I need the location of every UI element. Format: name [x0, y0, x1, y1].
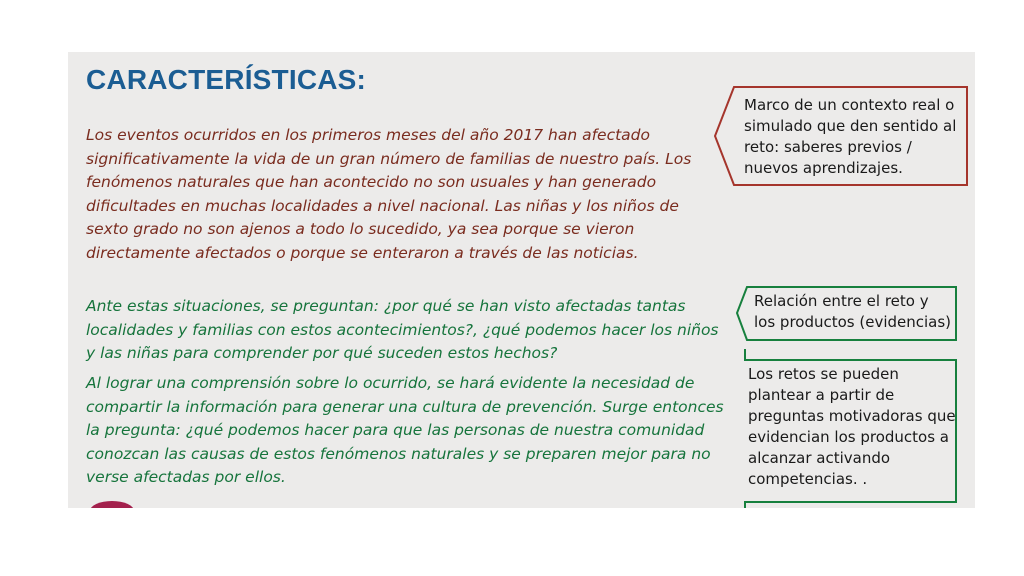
challenge-paragraph: Al lograr una comprensión sobre lo ocurrido, se hará evidente la necesidad de compartir la información para generar una cultura de prevención. Surge entonces la pregunta: ¿qué podemos hacer para que las personas de nuestra comunidad conozcan las causas de estos fenómenos naturales y se preparen mejor para no verse afectadas por ellos. — [86, 374, 724, 486]
questions-paragraph: Ante estas situaciones, se preguntan: ¿por qué se han visto afectadas tantas localidades y familias con estos acontecimientos?, ¿qué podemos hacer los niños y las niñas para comprender por qué suceden estos hechos? — [86, 297, 719, 362]
relation-callout — [736, 286, 958, 342]
context-callout-text: Marco de un contexto real o simulado que den sentido al reto: saberes previos / nuevos aprendizajes. — [744, 96, 957, 177]
relation-callout-text: Relación entre el reto y los productos (evidencias) — [754, 292, 952, 331]
questions-callout — [744, 348, 966, 508]
slide-title: CARACTERÍSTICAS: — [86, 64, 367, 95]
context-callout — [714, 86, 969, 186]
decorative-shape — [90, 501, 134, 508]
questions-callout-text: Los retos se pueden plantear a partir de preguntas motivadoras que evidencian los productos a alcanzar activando competencias. . — [748, 365, 956, 488]
context-paragraph: Los eventos ocurridos en los primeros meses del año 2017 han afectado significativamente la vida de un gran número de familias de nuestro país. Los fenómenos naturales que han acontecido no son usuales y han generado dificultades en muchas localidades a nivel nacional. Las niñas y los niños de sexto grado no son ajenos a todo lo sucedido, ya sea porque se vieron directamente afectados o porque se enteraron a través de las noticias. — [86, 126, 692, 262]
slide — [68, 52, 975, 508]
